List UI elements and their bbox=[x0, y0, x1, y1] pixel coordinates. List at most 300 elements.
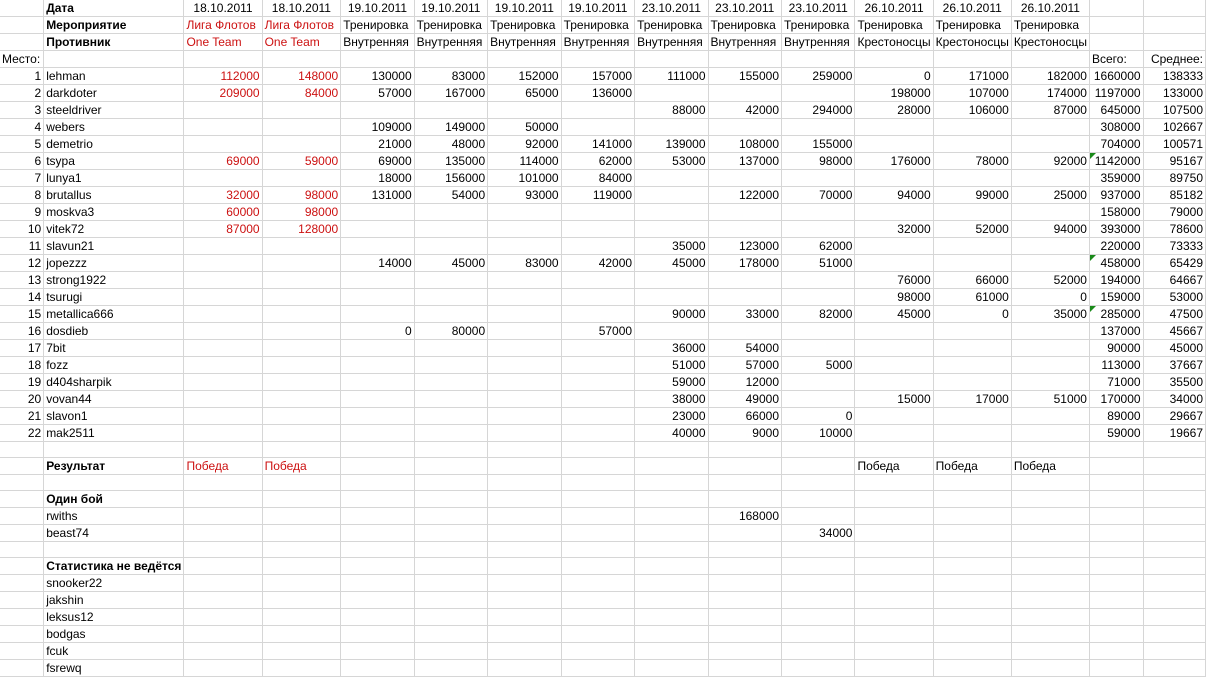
score-cell[interactable]: 51000 bbox=[782, 255, 855, 272]
score-cell[interactable] bbox=[561, 272, 634, 289]
score-cell[interactable] bbox=[414, 221, 487, 238]
score-cell[interactable] bbox=[933, 508, 1011, 525]
empty-cell[interactable] bbox=[184, 626, 262, 643]
place-cell[interactable]: 12 bbox=[0, 255, 44, 272]
score-cell[interactable] bbox=[184, 374, 262, 391]
score-cell[interactable] bbox=[561, 391, 634, 408]
score-cell[interactable] bbox=[262, 374, 341, 391]
empty-cell[interactable] bbox=[933, 609, 1011, 626]
score-cell[interactable] bbox=[262, 102, 341, 119]
score-cell[interactable] bbox=[855, 170, 933, 187]
score-cell[interactable] bbox=[635, 221, 708, 238]
header-event[interactable]: Тренировка bbox=[1011, 17, 1089, 34]
score-cell[interactable] bbox=[1011, 204, 1089, 221]
score-cell[interactable] bbox=[1011, 136, 1089, 153]
score-cell[interactable]: 93000 bbox=[488, 187, 561, 204]
score-cell[interactable]: 45000 bbox=[414, 255, 487, 272]
score-cell[interactable]: 69000 bbox=[184, 153, 262, 170]
score-cell[interactable] bbox=[262, 272, 341, 289]
score-cell[interactable]: 174000 bbox=[1011, 85, 1089, 102]
empty-cell[interactable] bbox=[1143, 525, 1205, 542]
player-name[interactable]: d404sharpik bbox=[44, 374, 184, 391]
player-name[interactable]: metallica666 bbox=[44, 306, 184, 323]
score-cell[interactable] bbox=[184, 408, 262, 425]
score-cell[interactable]: 94000 bbox=[1011, 221, 1089, 238]
empty-cell[interactable] bbox=[1089, 491, 1143, 508]
empty-cell[interactable] bbox=[782, 592, 855, 609]
avg-cell[interactable]: 138333 bbox=[1143, 68, 1205, 85]
empty-cell[interactable] bbox=[708, 491, 781, 508]
score-cell[interactable]: 66000 bbox=[933, 272, 1011, 289]
empty-cell[interactable] bbox=[561, 660, 634, 677]
empty-cell[interactable] bbox=[414, 660, 487, 677]
result-cell[interactable] bbox=[341, 458, 414, 475]
score-cell[interactable]: 69000 bbox=[341, 153, 414, 170]
score-cell[interactable] bbox=[855, 323, 933, 340]
empty-cell[interactable] bbox=[933, 475, 1011, 491]
score-cell[interactable]: 42000 bbox=[561, 255, 634, 272]
avg-cell[interactable]: 37667 bbox=[1143, 357, 1205, 374]
empty-cell[interactable] bbox=[341, 592, 414, 609]
score-cell[interactable] bbox=[488, 357, 561, 374]
empty-cell[interactable] bbox=[262, 609, 341, 626]
empty-cell[interactable] bbox=[708, 542, 781, 558]
empty-cell[interactable] bbox=[0, 660, 44, 677]
place-cell[interactable]: 10 bbox=[0, 221, 44, 238]
score-cell[interactable] bbox=[184, 525, 262, 542]
score-cell[interactable] bbox=[635, 85, 708, 102]
score-cell[interactable] bbox=[414, 525, 487, 542]
empty-cell[interactable] bbox=[561, 643, 634, 660]
place-cell[interactable]: 4 bbox=[0, 119, 44, 136]
empty-cell[interactable] bbox=[635, 51, 708, 68]
score-cell[interactable] bbox=[855, 204, 933, 221]
score-cell[interactable] bbox=[855, 508, 933, 525]
score-cell[interactable] bbox=[635, 525, 708, 542]
empty-cell[interactable] bbox=[1143, 475, 1205, 491]
score-cell[interactable] bbox=[1011, 525, 1089, 542]
score-cell[interactable] bbox=[708, 323, 781, 340]
score-cell[interactable] bbox=[708, 289, 781, 306]
score-cell[interactable] bbox=[414, 272, 487, 289]
empty-cell[interactable] bbox=[1143, 609, 1205, 626]
header-event[interactable]: Тренировка bbox=[782, 17, 855, 34]
score-cell[interactable] bbox=[561, 289, 634, 306]
place-cell[interactable]: 2 bbox=[0, 85, 44, 102]
score-cell[interactable] bbox=[184, 323, 262, 340]
avg-cell[interactable]: 45667 bbox=[1143, 323, 1205, 340]
score-cell[interactable] bbox=[184, 340, 262, 357]
score-cell[interactable] bbox=[1011, 357, 1089, 374]
header-event[interactable]: Лига Флотов bbox=[262, 17, 341, 34]
empty-cell[interactable] bbox=[635, 660, 708, 677]
empty-cell[interactable] bbox=[635, 491, 708, 508]
score-cell[interactable]: 101000 bbox=[488, 170, 561, 187]
single-battle-label[interactable]: Один бой bbox=[44, 491, 184, 508]
score-cell[interactable]: 15000 bbox=[855, 391, 933, 408]
score-cell[interactable] bbox=[414, 408, 487, 425]
score-cell[interactable]: 139000 bbox=[635, 136, 708, 153]
empty-cell[interactable] bbox=[44, 542, 184, 558]
empty-cell[interactable] bbox=[782, 575, 855, 592]
result-cell[interactable]: Победа bbox=[1011, 458, 1089, 475]
empty-cell[interactable] bbox=[414, 51, 487, 68]
total-cell[interactable]: 137000 bbox=[1089, 323, 1143, 340]
header-opponent[interactable]: Внутренняя bbox=[635, 34, 708, 51]
total-cell[interactable]: 89000 bbox=[1089, 408, 1143, 425]
score-cell[interactable]: 35000 bbox=[1011, 306, 1089, 323]
score-cell[interactable] bbox=[855, 238, 933, 255]
score-cell[interactable] bbox=[782, 289, 855, 306]
score-cell[interactable] bbox=[262, 238, 341, 255]
empty-cell[interactable] bbox=[0, 525, 44, 542]
place-cell[interactable]: 7 bbox=[0, 170, 44, 187]
score-cell[interactable] bbox=[184, 238, 262, 255]
player-name[interactable]: moskva3 bbox=[44, 204, 184, 221]
player-name[interactable]: snooker22 bbox=[44, 575, 184, 592]
empty-cell[interactable] bbox=[1011, 592, 1089, 609]
player-name[interactable]: strong1922 bbox=[44, 272, 184, 289]
empty-cell[interactable] bbox=[635, 558, 708, 575]
score-cell[interactable]: 17000 bbox=[933, 391, 1011, 408]
score-cell[interactable]: 32000 bbox=[184, 187, 262, 204]
empty-cell[interactable] bbox=[1089, 575, 1143, 592]
score-cell[interactable] bbox=[855, 119, 933, 136]
empty-cell[interactable] bbox=[561, 592, 634, 609]
avg-cell[interactable]: 34000 bbox=[1143, 391, 1205, 408]
empty-cell[interactable] bbox=[44, 442, 184, 458]
score-cell[interactable] bbox=[635, 170, 708, 187]
empty-cell[interactable] bbox=[635, 609, 708, 626]
score-cell[interactable]: 57000 bbox=[708, 357, 781, 374]
place-cell[interactable]: 19 bbox=[0, 374, 44, 391]
score-cell[interactable] bbox=[262, 340, 341, 357]
empty-cell[interactable] bbox=[341, 626, 414, 643]
total-cell[interactable]: 158000 bbox=[1089, 204, 1143, 221]
empty-cell[interactable] bbox=[0, 508, 44, 525]
score-cell[interactable] bbox=[262, 255, 341, 272]
avg-cell[interactable]: 65429 bbox=[1143, 255, 1205, 272]
score-cell[interactable] bbox=[561, 508, 634, 525]
score-cell[interactable] bbox=[488, 323, 561, 340]
header-event[interactable]: Тренировка bbox=[708, 17, 781, 34]
total-cell[interactable]: 359000 bbox=[1089, 170, 1143, 187]
empty-cell[interactable] bbox=[933, 542, 1011, 558]
header-date[interactable]: 18.10.2011 bbox=[184, 0, 262, 17]
score-cell[interactable] bbox=[933, 357, 1011, 374]
empty-cell[interactable] bbox=[414, 491, 487, 508]
header-date[interactable]: 26.10.2011 bbox=[1011, 0, 1089, 17]
empty-cell[interactable] bbox=[561, 442, 634, 458]
score-cell[interactable]: 123000 bbox=[708, 238, 781, 255]
header-date[interactable]: 19.10.2011 bbox=[341, 0, 414, 17]
empty-cell[interactable] bbox=[488, 558, 561, 575]
empty-cell[interactable] bbox=[1143, 442, 1205, 458]
score-cell[interactable] bbox=[561, 204, 634, 221]
score-cell[interactable] bbox=[184, 136, 262, 153]
score-cell[interactable]: 59000 bbox=[262, 153, 341, 170]
empty-cell[interactable] bbox=[708, 592, 781, 609]
header-event[interactable]: Тренировка bbox=[855, 17, 933, 34]
score-cell[interactable]: 52000 bbox=[933, 221, 1011, 238]
total-cell[interactable]: 1142000 bbox=[1089, 153, 1143, 170]
avg-cell[interactable]: 45000 bbox=[1143, 340, 1205, 357]
score-cell[interactable] bbox=[184, 508, 262, 525]
score-cell[interactable]: 45000 bbox=[635, 255, 708, 272]
empty-cell[interactable] bbox=[414, 609, 487, 626]
score-cell[interactable] bbox=[341, 525, 414, 542]
score-cell[interactable] bbox=[933, 170, 1011, 187]
score-cell[interactable]: 171000 bbox=[933, 68, 1011, 85]
score-cell[interactable]: 136000 bbox=[561, 85, 634, 102]
place-cell[interactable]: 16 bbox=[0, 323, 44, 340]
score-cell[interactable] bbox=[341, 408, 414, 425]
empty-cell[interactable] bbox=[855, 475, 933, 491]
player-name[interactable]: brutallus bbox=[44, 187, 184, 204]
score-cell[interactable] bbox=[262, 136, 341, 153]
avg-cell[interactable]: 85182 bbox=[1143, 187, 1205, 204]
empty-cell[interactable] bbox=[1089, 592, 1143, 609]
score-cell[interactable] bbox=[488, 391, 561, 408]
score-cell[interactable] bbox=[782, 391, 855, 408]
header-date[interactable]: 18.10.2011 bbox=[262, 0, 341, 17]
empty-cell[interactable] bbox=[0, 575, 44, 592]
player-name[interactable]: mak2511 bbox=[44, 425, 184, 442]
score-cell[interactable]: 54000 bbox=[708, 340, 781, 357]
no-stats-label[interactable]: Статистика не ведётся bbox=[44, 558, 184, 575]
total-cell[interactable]: 1197000 bbox=[1089, 85, 1143, 102]
score-cell[interactable] bbox=[262, 508, 341, 525]
score-cell[interactable]: 87000 bbox=[184, 221, 262, 238]
score-cell[interactable]: 112000 bbox=[184, 68, 262, 85]
empty-cell[interactable] bbox=[184, 643, 262, 660]
score-cell[interactable]: 50000 bbox=[488, 119, 561, 136]
score-cell[interactable]: 148000 bbox=[262, 68, 341, 85]
score-cell[interactable]: 182000 bbox=[1011, 68, 1089, 85]
score-cell[interactable] bbox=[414, 374, 487, 391]
score-cell[interactable] bbox=[488, 425, 561, 442]
result-cell[interactable] bbox=[782, 458, 855, 475]
empty-cell[interactable] bbox=[708, 643, 781, 660]
header-opponent[interactable]: Крестоносцы bbox=[855, 34, 933, 51]
empty-cell[interactable] bbox=[1011, 575, 1089, 592]
score-cell[interactable]: 98000 bbox=[262, 204, 341, 221]
score-cell[interactable]: 0 bbox=[1011, 289, 1089, 306]
score-cell[interactable] bbox=[933, 374, 1011, 391]
player-name[interactable]: vovan44 bbox=[44, 391, 184, 408]
score-cell[interactable] bbox=[341, 289, 414, 306]
score-cell[interactable]: 51000 bbox=[1011, 391, 1089, 408]
player-name[interactable]: jopezzz bbox=[44, 255, 184, 272]
empty-cell[interactable] bbox=[708, 442, 781, 458]
score-cell[interactable] bbox=[855, 340, 933, 357]
empty-cell[interactable] bbox=[0, 442, 44, 458]
total-cell[interactable]: 71000 bbox=[1089, 374, 1143, 391]
avg-cell[interactable]: 53000 bbox=[1143, 289, 1205, 306]
score-cell[interactable]: 152000 bbox=[488, 68, 561, 85]
score-cell[interactable] bbox=[782, 221, 855, 238]
score-cell[interactable]: 92000 bbox=[1011, 153, 1089, 170]
empty-cell[interactable] bbox=[561, 558, 634, 575]
score-cell[interactable] bbox=[341, 221, 414, 238]
score-cell[interactable]: 156000 bbox=[414, 170, 487, 187]
empty-cell[interactable] bbox=[488, 575, 561, 592]
score-cell[interactable]: 106000 bbox=[933, 102, 1011, 119]
empty-cell[interactable] bbox=[488, 592, 561, 609]
empty-cell[interactable] bbox=[1143, 491, 1205, 508]
score-cell[interactable]: 10000 bbox=[782, 425, 855, 442]
empty-cell[interactable] bbox=[933, 558, 1011, 575]
empty-cell[interactable] bbox=[0, 592, 44, 609]
player-name[interactable]: darkdoter bbox=[44, 85, 184, 102]
score-cell[interactable] bbox=[414, 102, 487, 119]
player-name[interactable]: steeldriver bbox=[44, 102, 184, 119]
place-cell[interactable]: 5 bbox=[0, 136, 44, 153]
empty-cell[interactable] bbox=[1089, 34, 1143, 51]
score-cell[interactable] bbox=[933, 255, 1011, 272]
score-cell[interactable] bbox=[1011, 508, 1089, 525]
score-cell[interactable]: 88000 bbox=[635, 102, 708, 119]
result-cell[interactable] bbox=[561, 458, 634, 475]
empty-cell[interactable] bbox=[262, 626, 341, 643]
empty-cell[interactable] bbox=[1143, 17, 1205, 34]
player-name[interactable]: bodgas bbox=[44, 626, 184, 643]
score-cell[interactable] bbox=[184, 102, 262, 119]
avg-cell[interactable]: 100571 bbox=[1143, 136, 1205, 153]
score-cell[interactable]: 0 bbox=[855, 68, 933, 85]
empty-cell[interactable] bbox=[708, 660, 781, 677]
empty-cell[interactable] bbox=[855, 542, 933, 558]
score-cell[interactable] bbox=[1011, 170, 1089, 187]
score-cell[interactable] bbox=[561, 102, 634, 119]
score-cell[interactable]: 294000 bbox=[782, 102, 855, 119]
empty-cell[interactable] bbox=[855, 592, 933, 609]
player-name[interactable]: dosdieb bbox=[44, 323, 184, 340]
score-cell[interactable]: 90000 bbox=[635, 306, 708, 323]
score-cell[interactable] bbox=[341, 357, 414, 374]
empty-cell[interactable] bbox=[1011, 660, 1089, 677]
place-cell[interactable]: 15 bbox=[0, 306, 44, 323]
score-cell[interactable]: 94000 bbox=[855, 187, 933, 204]
score-cell[interactable] bbox=[414, 391, 487, 408]
score-cell[interactable] bbox=[414, 425, 487, 442]
empty-cell[interactable] bbox=[855, 660, 933, 677]
empty-cell[interactable] bbox=[488, 660, 561, 677]
empty-cell[interactable] bbox=[1089, 0, 1143, 17]
score-cell[interactable]: 38000 bbox=[635, 391, 708, 408]
score-cell[interactable] bbox=[488, 340, 561, 357]
empty-cell[interactable] bbox=[184, 475, 262, 491]
empty-cell[interactable] bbox=[782, 542, 855, 558]
avg-label[interactable]: Среднее: bbox=[1143, 51, 1205, 68]
score-cell[interactable] bbox=[1011, 408, 1089, 425]
empty-cell[interactable] bbox=[1143, 458, 1205, 475]
empty-cell[interactable] bbox=[184, 442, 262, 458]
score-cell[interactable]: 168000 bbox=[708, 508, 781, 525]
score-cell[interactable] bbox=[184, 289, 262, 306]
score-cell[interactable]: 259000 bbox=[782, 68, 855, 85]
empty-cell[interactable] bbox=[262, 643, 341, 660]
total-cell[interactable]: 194000 bbox=[1089, 272, 1143, 289]
header-opponent[interactable]: Крестоносцы bbox=[1011, 34, 1089, 51]
score-cell[interactable]: 119000 bbox=[561, 187, 634, 204]
score-cell[interactable] bbox=[262, 323, 341, 340]
header-date[interactable]: 19.10.2011 bbox=[488, 0, 561, 17]
empty-cell[interactable] bbox=[1143, 660, 1205, 677]
empty-cell[interactable] bbox=[1011, 626, 1089, 643]
empty-cell[interactable] bbox=[561, 626, 634, 643]
empty-cell[interactable] bbox=[1011, 542, 1089, 558]
avg-cell[interactable]: 47500 bbox=[1143, 306, 1205, 323]
empty-cell[interactable] bbox=[708, 51, 781, 68]
empty-cell[interactable] bbox=[184, 542, 262, 558]
result-cell[interactable]: Победа bbox=[933, 458, 1011, 475]
score-cell[interactable] bbox=[561, 238, 634, 255]
score-cell[interactable] bbox=[782, 323, 855, 340]
result-cell[interactable] bbox=[708, 458, 781, 475]
result-cell[interactable] bbox=[635, 458, 708, 475]
total-cell[interactable]: 704000 bbox=[1089, 136, 1143, 153]
empty-cell[interactable] bbox=[561, 542, 634, 558]
empty-cell[interactable] bbox=[184, 609, 262, 626]
score-cell[interactable] bbox=[782, 340, 855, 357]
score-cell[interactable]: 48000 bbox=[414, 136, 487, 153]
header-opponent[interactable]: Внутренняя bbox=[708, 34, 781, 51]
total-cell[interactable]: 170000 bbox=[1089, 391, 1143, 408]
empty-cell[interactable] bbox=[414, 643, 487, 660]
empty-cell[interactable] bbox=[933, 442, 1011, 458]
empty-cell[interactable] bbox=[855, 626, 933, 643]
score-cell[interactable] bbox=[708, 272, 781, 289]
score-cell[interactable] bbox=[855, 425, 933, 442]
score-cell[interactable] bbox=[561, 119, 634, 136]
empty-cell[interactable] bbox=[262, 542, 341, 558]
result-cell[interactable]: Победа bbox=[855, 458, 933, 475]
score-cell[interactable] bbox=[708, 170, 781, 187]
score-cell[interactable]: 0 bbox=[341, 323, 414, 340]
total-cell[interactable]: 1660000 bbox=[1089, 68, 1143, 85]
score-cell[interactable]: 49000 bbox=[708, 391, 781, 408]
score-cell[interactable]: 0 bbox=[782, 408, 855, 425]
score-cell[interactable] bbox=[488, 221, 561, 238]
score-cell[interactable] bbox=[262, 357, 341, 374]
empty-cell[interactable] bbox=[1089, 17, 1143, 34]
score-cell[interactable] bbox=[933, 238, 1011, 255]
empty-cell[interactable] bbox=[1143, 626, 1205, 643]
score-cell[interactable]: 35000 bbox=[635, 238, 708, 255]
empty-cell[interactable] bbox=[0, 491, 44, 508]
empty-cell[interactable] bbox=[1089, 508, 1143, 525]
total-cell[interactable]: 90000 bbox=[1089, 340, 1143, 357]
header-event[interactable]: Тренировка bbox=[561, 17, 634, 34]
place-cell[interactable]: 20 bbox=[0, 391, 44, 408]
score-cell[interactable]: 122000 bbox=[708, 187, 781, 204]
score-cell[interactable] bbox=[561, 357, 634, 374]
score-cell[interactable]: 99000 bbox=[933, 187, 1011, 204]
empty-cell[interactable] bbox=[1143, 592, 1205, 609]
place-cell[interactable]: 1 bbox=[0, 68, 44, 85]
score-cell[interactable] bbox=[1011, 119, 1089, 136]
empty-cell[interactable] bbox=[933, 592, 1011, 609]
score-cell[interactable]: 70000 bbox=[782, 187, 855, 204]
empty-cell[interactable] bbox=[341, 542, 414, 558]
score-cell[interactable]: 54000 bbox=[414, 187, 487, 204]
score-cell[interactable] bbox=[1011, 425, 1089, 442]
empty-cell[interactable] bbox=[184, 51, 262, 68]
total-label[interactable]: Всего: bbox=[1089, 51, 1143, 68]
score-cell[interactable] bbox=[782, 508, 855, 525]
score-cell[interactable] bbox=[414, 508, 487, 525]
